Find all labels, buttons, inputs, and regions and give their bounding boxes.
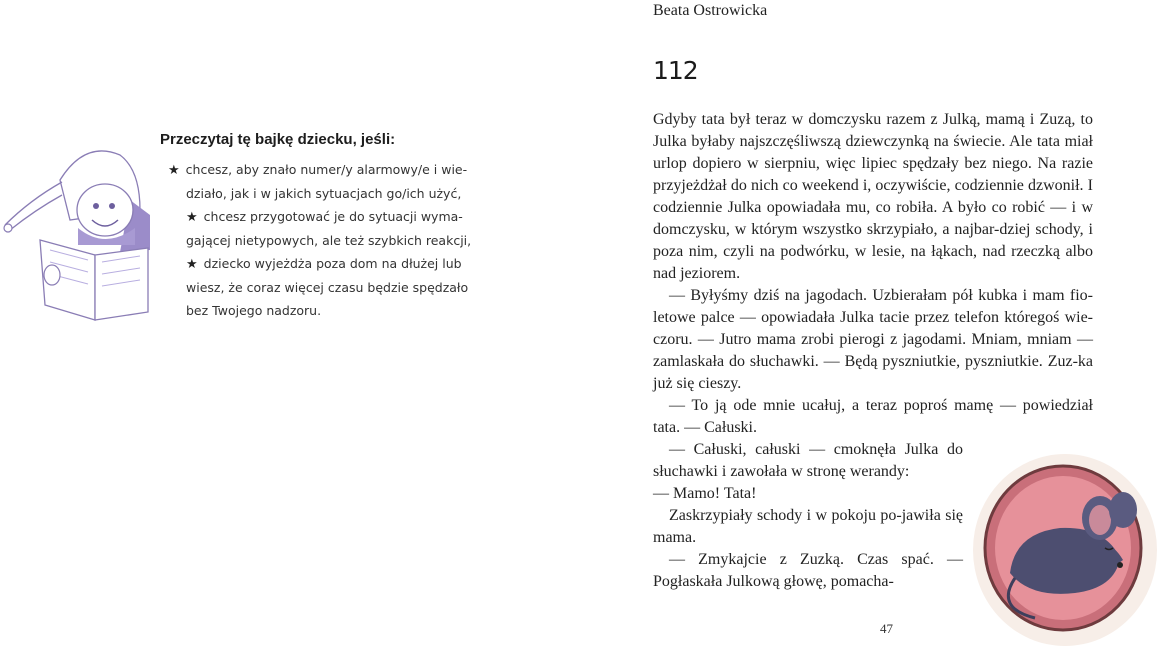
- paragraph: — Zmykajcie z Zuzką. Czas spać. — Pogłaskała Julkową głowę, pomacha-: [653, 551, 963, 590]
- paragraph: — Byłyśmy dziś na jagodach. Uzbierałam pół kubka i mam fio-letowe palce — opowiadała Julka tacie przez telefon któregoś wie-czoru. — Jutro mama zrobi pierogi z jagodami. Mniam, mniam — zamlaskała do słuchawki. — Będą pyszniutkie, pyszniutkie. Zuz-ka już się cieszy.: [653, 287, 1093, 392]
- chapter-number: 112: [653, 56, 698, 85]
- list-item-line: chcesz, aby znało numer/y alarmowy/e i wie-: [185, 162, 468, 177]
- star-icon: ★: [186, 257, 198, 272]
- star-icon: ★: [168, 163, 180, 178]
- paragraph: — Mamo! Tata!: [653, 485, 757, 502]
- narrow-text-block: [653, 439, 963, 593]
- paragraph: — To ją ode mnie ucałuj, a teraz poproś mamę — powiedział tata. — Całuski.: [653, 397, 1093, 436]
- sleeping-mouse-icon: [955, 448, 1158, 652]
- list-item: [168, 158, 488, 205]
- right-page: [600, 0, 1158, 652]
- left-page: [0, 0, 560, 652]
- paragraph: Gdyby tata był teraz w domczysku razem z Julką, mamą i Zuzą, to Julka byłaby najszczęśliwszą dziewczynką na świecie. Ale tata miał urlop dopiero w sierpniu, więc lipiec spędzały bez niego. Na razie przyjeżdżał do nich co weekend i, oczywiście, codziennie dzwonił. I codziennie Julka opowiadała mu, co robiła. A było co robić — i w domczysku, w którym wszystko skrzypiało, a najbar-dziej schody, i poza nim, czyli na podwórku, w lesie, na łąkach, nad rzeczką albo nad jeziorem.: [653, 111, 1093, 282]
- list-item: [168, 252, 488, 322]
- recommendation-list: [168, 158, 488, 322]
- list-item-line: bez Twojego nadzoru.: [186, 303, 322, 318]
- list-item-line: dziecko wyjeżdża poza dom na dłużej lub: [203, 256, 462, 271]
- page-number: 47: [880, 621, 893, 636]
- author-name: Beata Ostrowicka: [653, 2, 768, 19]
- reading-recommendation-title: Przeczytaj tę bajkę dziecku, jeśli:: [160, 131, 396, 148]
- list-item-line: wiesz, że coraz więcej czasu będzie spędzało: [186, 280, 469, 295]
- list-item-line: gającej nietypowych, ale też szybkich reakcji,: [186, 233, 472, 248]
- list-item: [168, 205, 488, 252]
- list-item-line: działo, jak i w jakich sytuacjach go/ich użyć,: [186, 186, 462, 201]
- gnome-reading-book-icon: [0, 140, 160, 330]
- list-item-line: chcesz przygotować je do sytuacji wyma-: [203, 209, 463, 224]
- paragraph: — Całuski, całuski — cmoknęła Julka do słuchawki i zawołała w stronę werandy:: [653, 441, 963, 480]
- paragraph: Zaskrzypiały schody i w pokoju po-jawiła się mama.: [653, 507, 963, 546]
- star-icon: ★: [186, 210, 198, 225]
